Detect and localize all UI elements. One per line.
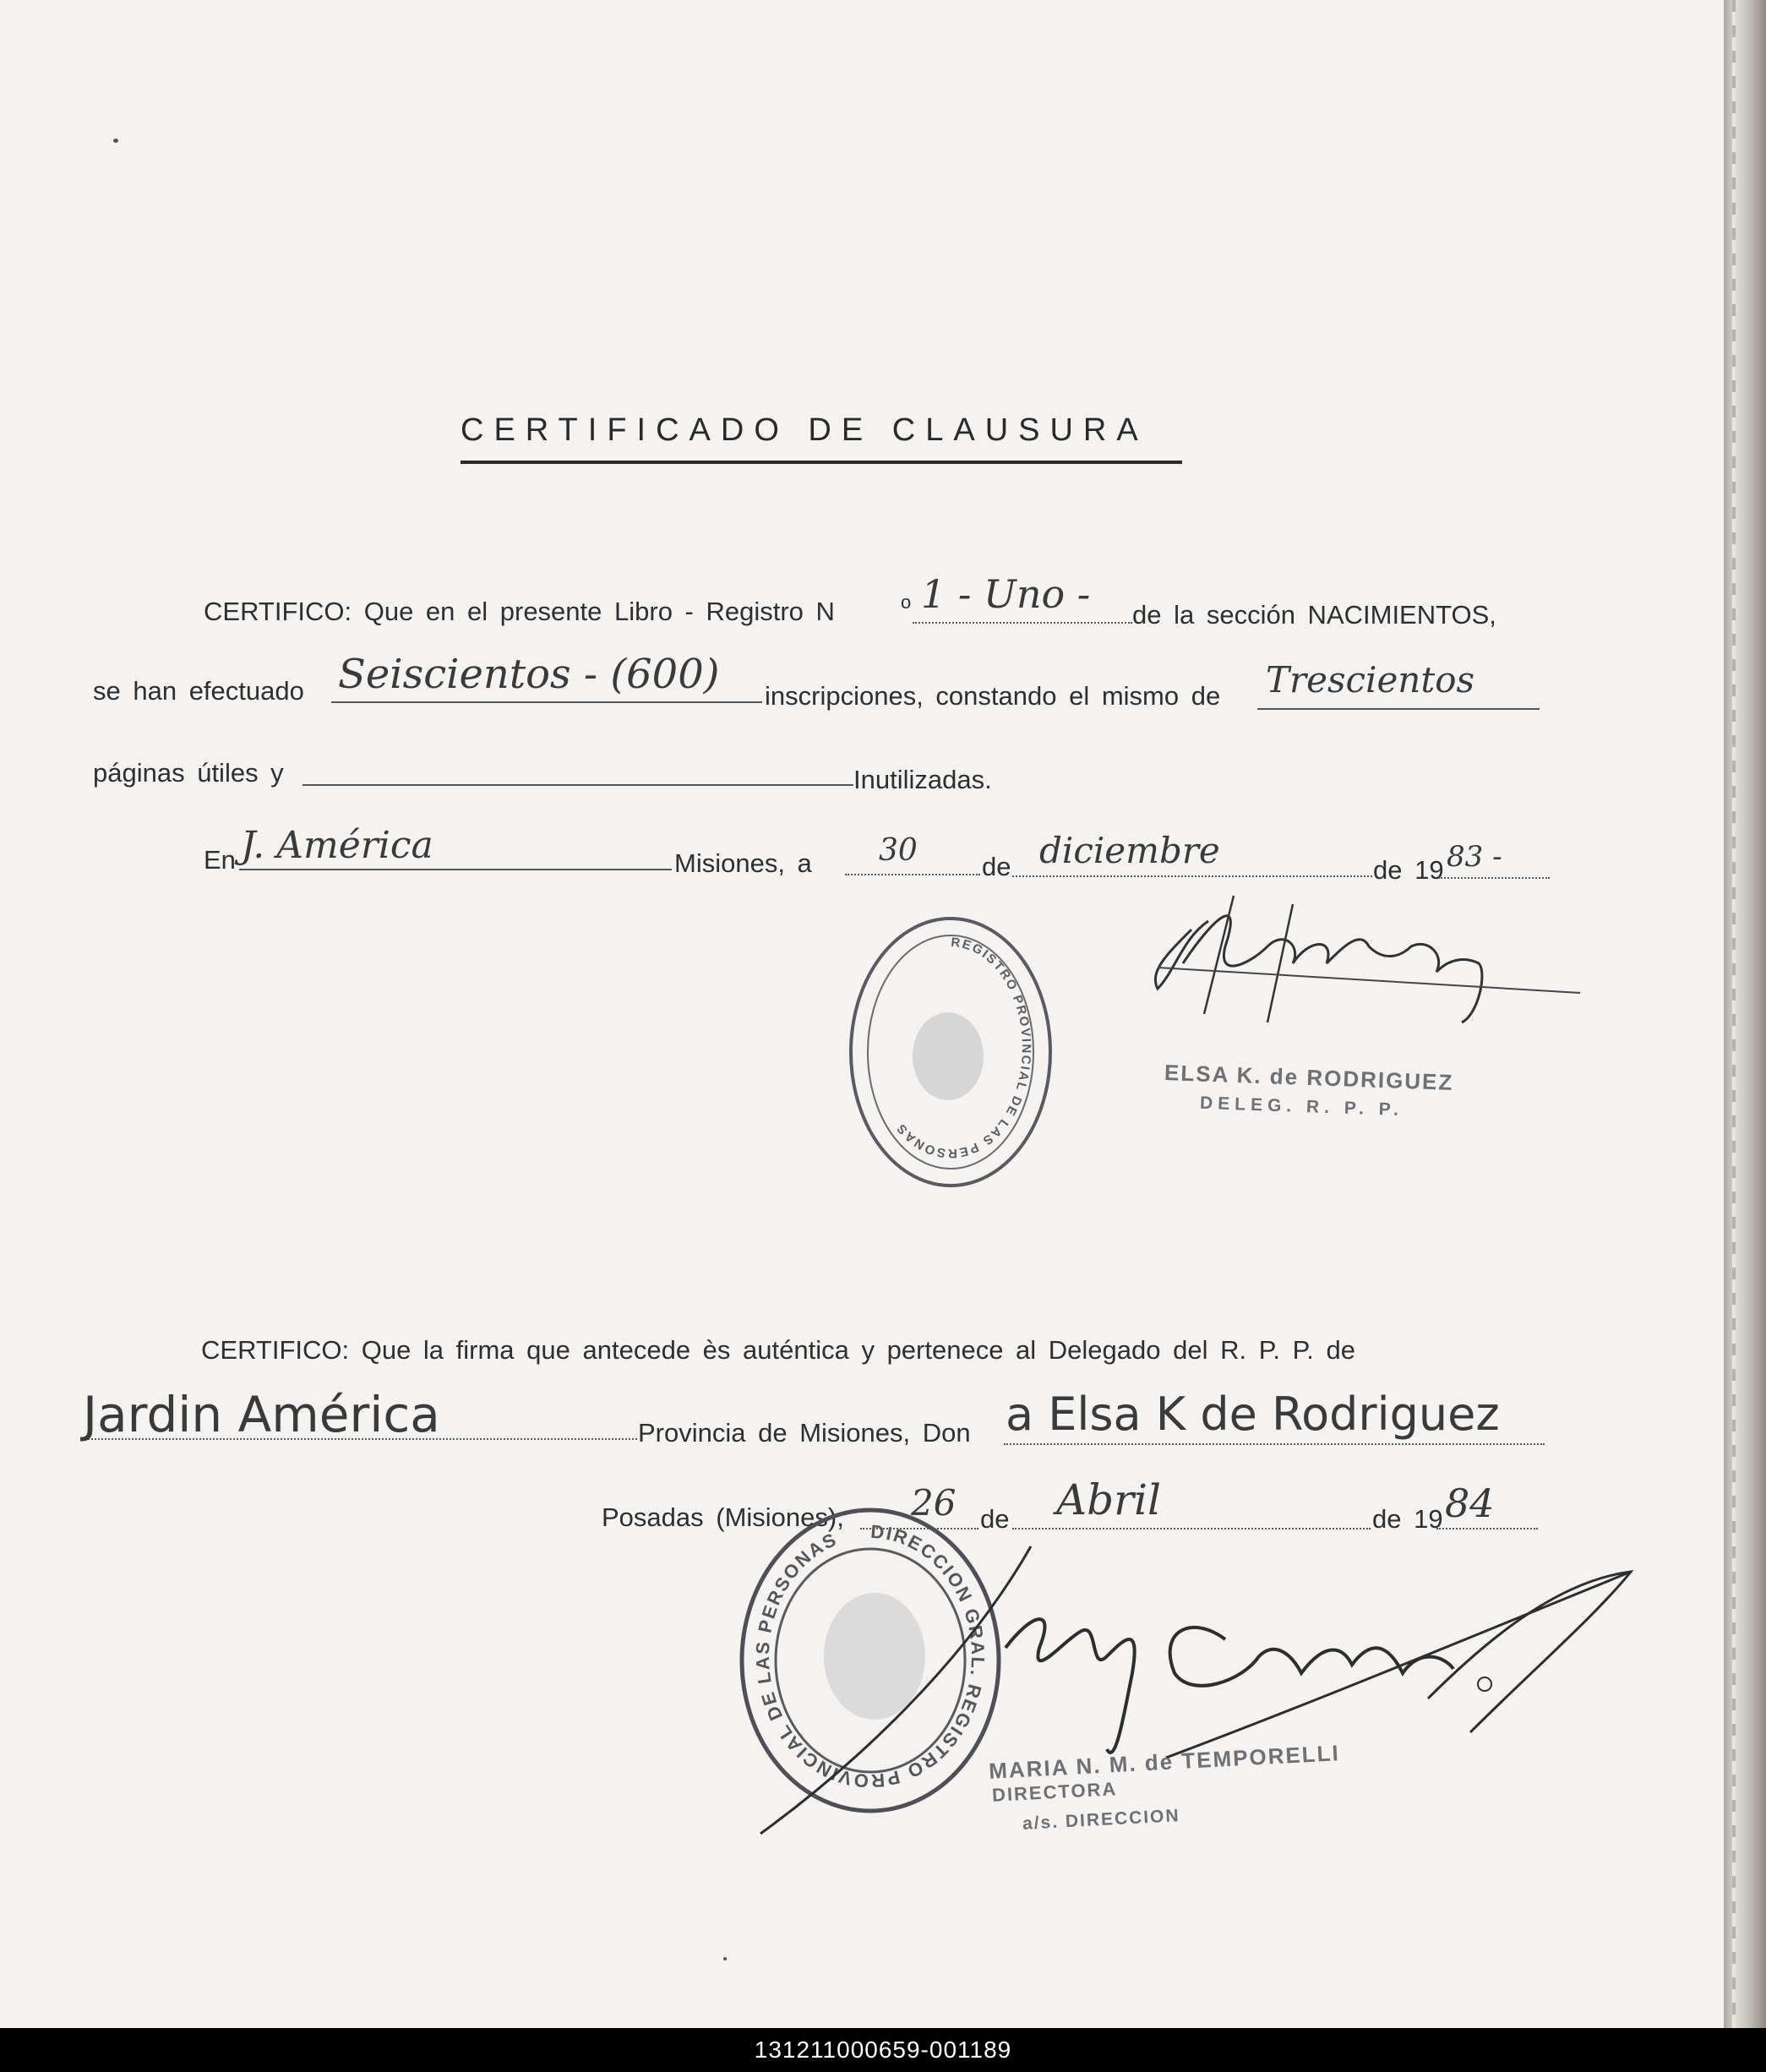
cert2-line1-text: CERTIFICO: Que la firma que antecede ès auténtica y pertenece al Delegado del R. P. P. de bbox=[201, 1335, 1356, 1365]
director-stamp-name: MARIA N. M. de TEMPORELLI bbox=[988, 1740, 1341, 1784]
cert1-month-line bbox=[1012, 875, 1372, 877]
cert1-line3-text: páginas útiles y bbox=[93, 758, 284, 788]
seal-1-text: REGISTRO PROVINCIAL DE LAS PERSONAS bbox=[893, 935, 1034, 1161]
cert2-line3-year-prefix: de 19 bbox=[1372, 1504, 1443, 1534]
cert2-line3-de: de bbox=[980, 1504, 1010, 1534]
cert1-line3-text-end: Inutilizadas. bbox=[853, 765, 992, 794]
cert1-month-handwritten: diciembre bbox=[1039, 830, 1220, 871]
cert2-line2-text: Provincia de Misiones, Don bbox=[638, 1418, 971, 1448]
delegate-signature bbox=[1132, 879, 1589, 1031]
cert1-place-handwritten: J. América bbox=[241, 824, 433, 867]
registry-seal-1 bbox=[845, 913, 1056, 1191]
cert1-line1-text-end: de la sección NACIMIENTOS, bbox=[1132, 600, 1496, 630]
cert2-line3-text: Posadas (Misiones), bbox=[602, 1502, 844, 1532]
cert1-line2-text: se han efectuado bbox=[93, 676, 304, 706]
cert1-number-line bbox=[913, 622, 1132, 624]
delegate-stamp-role: DELEG. R. P. P. bbox=[1199, 1093, 1404, 1121]
paper-speck bbox=[723, 1957, 727, 1960]
paper-speck bbox=[113, 139, 118, 143]
cert2-name-handwritten: a Elsa K de Rodriguez bbox=[1006, 1388, 1500, 1441]
cert2-place-handwritten: Jardin América bbox=[83, 1386, 440, 1443]
cert2-day-handwritten: 26 bbox=[911, 1482, 957, 1524]
director-stamp-role-2: a/s. DIRECCION bbox=[1022, 1806, 1181, 1834]
cert1-pages-handwritten: Trescientos bbox=[1266, 659, 1475, 701]
document-title: CERTIFICADO DE CLAUSURA bbox=[461, 412, 1182, 464]
delegate-stamp-name: ELSA K. de RODRIGUEZ bbox=[1164, 1060, 1454, 1095]
seal-2-text: DIRECCION GRAL. REGISTRO PROVINCIAL DE LAS PERSONAS bbox=[751, 1520, 989, 1792]
director-stamp-role: DIRECTORA bbox=[991, 1778, 1118, 1806]
cert1-line2-text-mid: inscripciones, constando el mismo de bbox=[765, 681, 1221, 711]
cert1-number-superscript: o bbox=[901, 592, 912, 613]
cert1-number-handwritten: 1 - Uno - bbox=[921, 571, 1091, 617]
director-signature bbox=[752, 1513, 1648, 1851]
cert1-line4-de: de bbox=[982, 852, 1011, 881]
cert2-month-handwritten: Abril bbox=[1056, 1475, 1161, 1524]
cert1-pages-line bbox=[1257, 708, 1540, 710]
cert1-line4-text-mid: Misiones, a bbox=[674, 848, 812, 878]
cert2-year-handwritten: 84 bbox=[1445, 1480, 1495, 1526]
cert1-line1-text: CERTIFICO: Que en el presente Libro - Registro N bbox=[204, 597, 835, 626]
cert1-place-line bbox=[239, 869, 672, 870]
cert2-name-line bbox=[1004, 1443, 1545, 1445]
cert1-day-line bbox=[845, 874, 980, 875]
cert1-line4-year-prefix: de 19 bbox=[1373, 855, 1444, 885]
cert1-inscriptions-line bbox=[331, 701, 762, 703]
cert1-inscriptions-handwritten: Seiscientos - (600) bbox=[338, 651, 720, 698]
cert1-year-handwritten: 83 - bbox=[1447, 840, 1502, 874]
image-id-footer: 131211000659-001189 bbox=[0, 2028, 1766, 2072]
cert1-line4-text: En bbox=[204, 845, 236, 875]
cert1-day-handwritten: 30 bbox=[879, 833, 918, 868]
book-page-edge bbox=[1724, 0, 1766, 2028]
cert1-unused-line bbox=[303, 784, 853, 786]
